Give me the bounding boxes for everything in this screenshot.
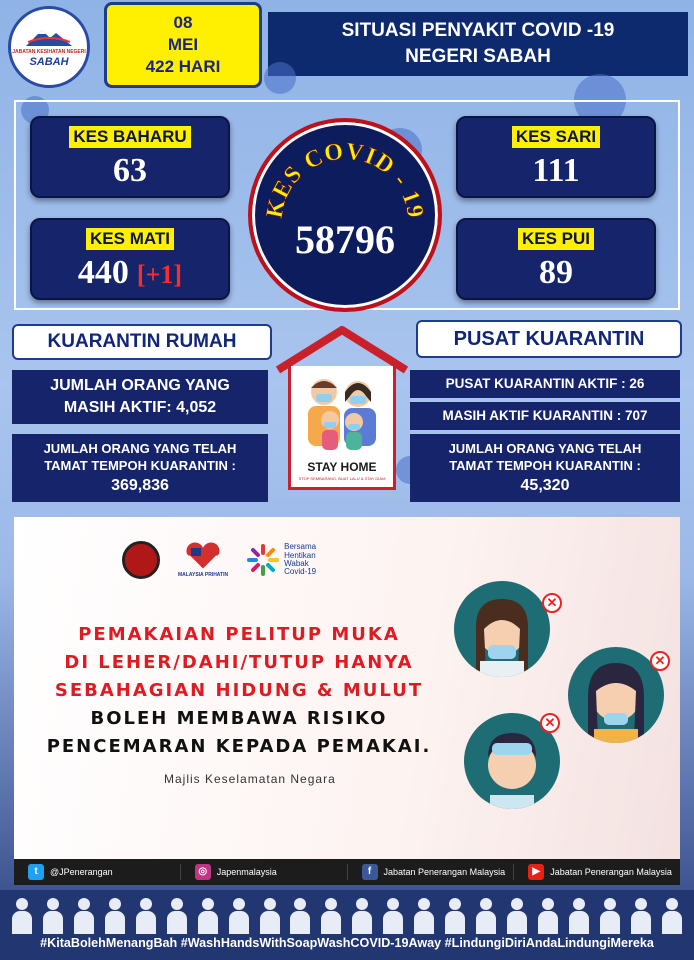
date-days: 422 HARI (145, 57, 221, 77)
title-line1: SITUASI PENYAKIT COVID -19 (341, 20, 615, 42)
person-silhouette-icon (443, 896, 467, 934)
date-month: MEI (167, 34, 199, 54)
message-line3: SEBAHAGIAN HIDUNG & MULUT (54, 679, 424, 701)
incorrect-mask-illustrations (444, 581, 680, 811)
stay-home-sub: STOP SEMBARANG, BUAT LALU & STAY DIAM (298, 476, 386, 481)
kr-tamat-value: 369,836 (111, 476, 169, 494)
kes-mati-value-row (32, 254, 228, 292)
person-silhouette-icon (412, 896, 436, 934)
kuarantin-rumah-title: KUARANTIN RUMAH (12, 324, 272, 360)
logo-state: SABAH (29, 55, 69, 68)
kes-baharu-label: KES BAHARU (69, 126, 190, 148)
stay-home-label: STAY HOME (307, 460, 377, 474)
total-label: KES COVID - 19 (261, 138, 429, 221)
kuarantin-rumah-aktif (12, 370, 268, 424)
kes-pui-label: KES PUI (518, 228, 594, 250)
total-value: 58796 (295, 217, 395, 262)
instagram-link[interactable] (181, 864, 348, 880)
person-silhouette-icon (165, 896, 189, 934)
message-line1: PEMAKAIAN PELITUP MUKA (78, 624, 400, 645)
youtube-handle: Jabatan Penerangan Malaysia (550, 867, 672, 877)
twitter-icon: t (28, 864, 44, 880)
facebook-icon: f (362, 864, 378, 880)
person-silhouette-icon (598, 896, 622, 934)
malaysia-prihatin-label: MALAYSIA PRIHATIN (178, 572, 229, 578)
bersama-label: Bersama Hentikan Wabak Covid-19 (284, 542, 317, 577)
youtube-icon: ▶ (528, 864, 544, 880)
instagram-handle: Japenmalaysia (216, 867, 277, 877)
pusat-aktif: PUSAT KUARANTIN AKTIF : 26 (410, 370, 680, 398)
kr-tamat-line1: JUMLAH ORANG YANG TELAH (43, 440, 237, 456)
person-silhouette-icon (474, 896, 498, 934)
kr-tamat-line2: TAMAT TEMPOH KUARANTIN : (44, 458, 236, 474)
person-silhouette-icon (319, 896, 343, 934)
flag-heart-icon (183, 542, 223, 572)
svg-text:KES COVID - 19 (262, 138, 428, 220)
youtube-link[interactable] (514, 864, 680, 880)
pusat-tamat (410, 434, 680, 502)
person-silhouette-icon (629, 896, 653, 934)
message-line5: PENCEMARAN KEPADA PEMAKAI. (46, 735, 432, 757)
facebook-handle: Jabatan Penerangan Malaysia (383, 867, 506, 877)
poster-source: Majlis Keselamatan Negara (164, 772, 336, 786)
facebook-link[interactable] (348, 864, 515, 880)
pk-tamat-value: 45,320 (520, 476, 570, 494)
kes-baharu-value: 63 (113, 152, 147, 189)
twitter-link[interactable] (14, 864, 181, 880)
stat-kes-pui (456, 218, 656, 300)
kr-aktif-line2: MASIH AKTIF: 4,052 (63, 399, 217, 416)
kes-sari-label: KES SARI (512, 126, 600, 148)
person-silhouette-icon (381, 896, 405, 934)
person-silhouette-icon (10, 896, 34, 934)
wrong-x-icon: ✕ (540, 713, 560, 733)
poster-message (44, 621, 434, 760)
kes-pui-value: 89 (539, 254, 573, 291)
pk-tamat-line1: JUMLAH ORANG YANG TELAH (448, 440, 642, 456)
social-media-bar (14, 859, 680, 885)
twitter-handle: @JPenerangan (50, 867, 113, 877)
hashtags: #KitaBolehMenangBah #WashHandsWithSoapWashCOVID-19Away #LindungiDiriAndaLindungiMereka (40, 936, 654, 950)
person-silhouette-icon (350, 896, 374, 934)
person-silhouette-icon (536, 896, 560, 934)
kes-mati-label: KES MATI (86, 228, 174, 250)
stat-kes-mati (30, 218, 230, 300)
person-silhouette-icon (258, 896, 282, 934)
message-line4: BOLEH MEMBAWA RISIKO (90, 707, 388, 729)
pusat-masih-aktif: MASIH AKTIF KUARANTIN : 707 (410, 402, 680, 430)
instagram-icon: ◎ (195, 864, 211, 880)
footer-banner (0, 890, 694, 960)
wrong-x-icon: ✕ (542, 593, 562, 613)
logo-org: JABATAN KESIHATAN NEGERI (12, 49, 86, 56)
person-silhouette-icon (288, 896, 312, 934)
total-cases-circle (248, 118, 442, 312)
title-line2: NEGERI SABAH (405, 46, 551, 67)
person-silhouette-icon (103, 896, 127, 934)
person-silhouette-icon (505, 896, 529, 934)
total-label-arc (252, 122, 438, 308)
person-silhouette-icon (660, 896, 684, 934)
kuarantin-rumah-tamat (12, 434, 268, 502)
wrong-x-icon: ✕ (650, 651, 670, 671)
mkn-crest-icon (122, 541, 160, 579)
malaysia-prihatin-logo (178, 542, 228, 578)
kes-sari-value: 111 (532, 152, 580, 189)
pusat-kuarantin-title: PUSAT KUARANTIN (416, 320, 682, 358)
sunburst-icon (246, 543, 280, 577)
stat-kes-baharu (30, 116, 230, 198)
stat-kes-sari (456, 116, 656, 198)
kr-aktif-line1: JUMLAH ORANG YANG (50, 377, 230, 395)
mask-poster (14, 517, 680, 885)
kes-mati-increase: [+1] (136, 260, 183, 289)
person-silhouette-icon (227, 896, 251, 934)
person-silhouette-icon (41, 896, 65, 934)
stay-home-house (274, 326, 410, 492)
person-silhouette-icon (567, 896, 591, 934)
face-mask-on-neck-icon (454, 581, 550, 677)
person-silhouette-icon (72, 896, 96, 934)
person-silhouette-icon (134, 896, 158, 934)
person-silhouette-icon (196, 896, 220, 934)
message-line2: DI LEHER/DAHI/TUTUP HANYA (64, 651, 414, 673)
partner-logos (122, 541, 330, 579)
family-mask-icon (296, 372, 388, 452)
frontliner-silhouettes-icon (10, 896, 684, 934)
kes-mati-value: 440 (77, 254, 129, 291)
date-day: 08 (173, 12, 193, 32)
pk-tamat-line2: TAMAT TEMPOH KUARANTIN : (449, 458, 641, 474)
bersama-logo (246, 543, 330, 577)
